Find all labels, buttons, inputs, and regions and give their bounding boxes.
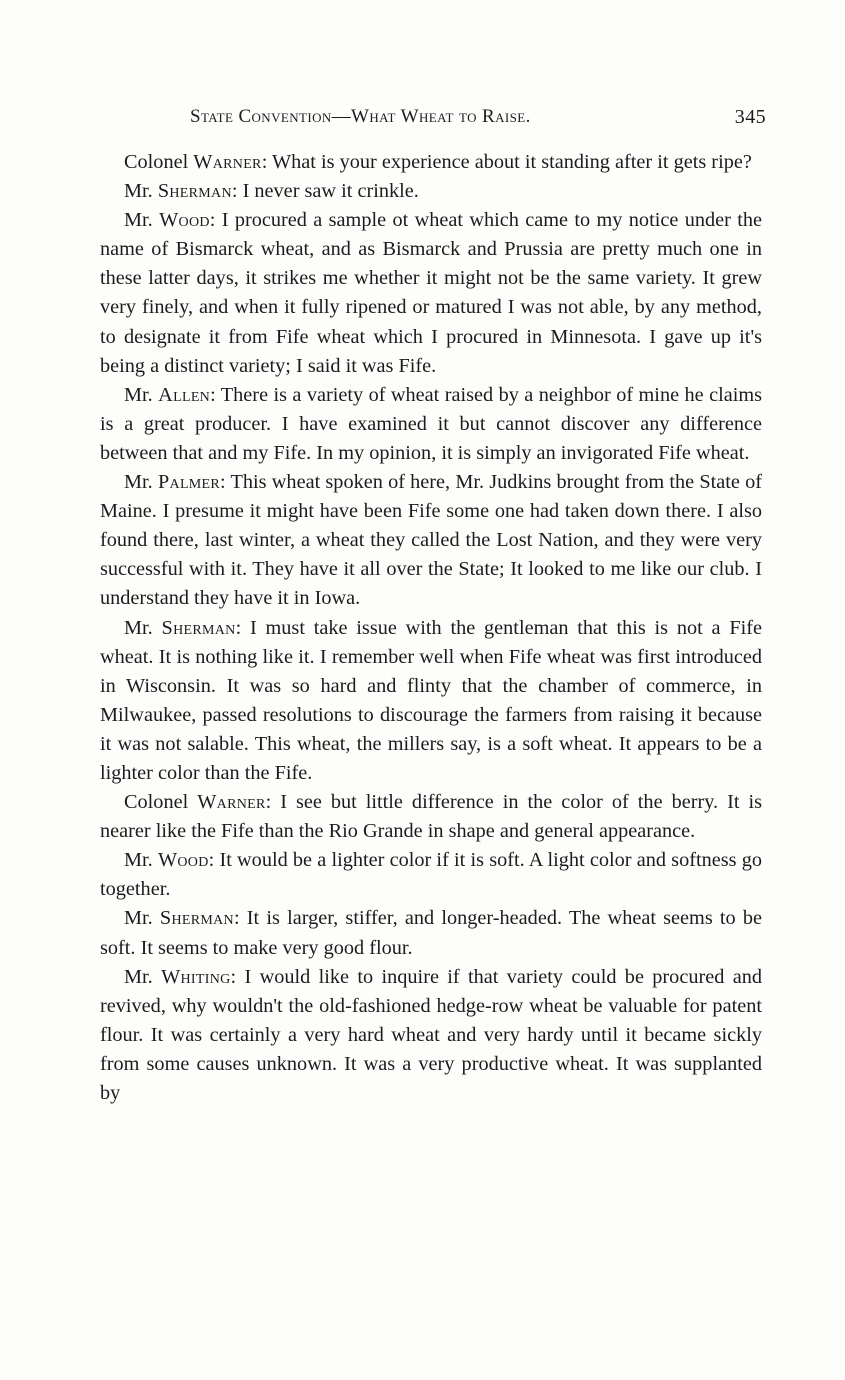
page-header xyxy=(190,106,766,134)
speaker-name: Warner xyxy=(197,791,266,814)
paragraph-text: : I would like to inquire if that variety could be procured and revived, why wouldn't the old-fashioned hedge-row wheat be valuable for patent flour. It was certainly a very hard wheat and very hardy until it became sickly from some causes unknown. It was a very productive wheat. It was supplanted by xyxy=(100,965,762,1104)
paragraph xyxy=(100,381,762,468)
speaker-title: Mr. xyxy=(124,907,160,930)
speaker-name: Wood xyxy=(157,849,209,872)
speaker-name: Sherman xyxy=(161,616,236,639)
speaker-name: Whiting xyxy=(161,965,231,988)
paragraph-text: : I see but little difference in the color of the berry. It is nearer like the Fife than the Rio Grande in shape and general appearance. xyxy=(100,791,762,843)
page-number: 345 xyxy=(734,106,766,128)
paragraph xyxy=(100,468,762,613)
paragraph-text: : It is larger, stiffer, and longer-headed. The wheat seems to be soft. It seems to make very good flour. xyxy=(100,907,762,959)
speaker-title: Mr. xyxy=(124,965,162,988)
speaker-title: Mr. xyxy=(124,471,158,494)
paragraph-text: : This wheat spoken of here, Mr. Judkins brought from the State of Maine. I presume it might have been Fife some one had taken down there. I also found there, last winter, a wheat they called the Lost Nation, and they were very successful with it. They have it all over the State; It looked to me like our club. I understand they have it in Iowa. xyxy=(100,471,763,610)
paragraph xyxy=(100,963,762,1108)
paragraph-text: : There is a variety of wheat raised by a neighbor of mine he claims is a great producer. I have examined it but cannot discover any difference between that and my Fife. In my opinion, it is simply an invigorated Fife wheat. xyxy=(100,383,763,464)
paragraph xyxy=(100,846,762,904)
paragraph-text: : I must take issue with the gentleman that this is not a Fife wheat. It is nothing like it. I remember well when Fife wheat was first introduced in Wisconsin. It was so hard and flinty that the chamber of commerce, in Milwaukee, passed resolutions to discourage the farmers from raising it because it was not salable. This wheat, the millers say, is a soft wheat. It appears to be a lighter color than the Fife. xyxy=(100,616,762,784)
speaker-name: Palmer xyxy=(157,471,221,494)
speaker-name: Warner xyxy=(193,151,262,173)
speaker-name: Wood xyxy=(159,209,210,232)
paragraph-text: : What is your experience about it standing after it gets ripe? xyxy=(261,151,752,173)
body-text xyxy=(100,148,762,1108)
paragraph xyxy=(100,148,762,177)
paragraph xyxy=(100,904,762,962)
paragraph xyxy=(100,788,762,846)
paragraph xyxy=(100,177,762,206)
speaker-name: Allen xyxy=(158,383,211,406)
speaker-title: Mr. xyxy=(124,180,158,203)
speaker-title: Mr. xyxy=(124,849,158,872)
speaker-title: Mr. xyxy=(124,616,162,639)
paragraph xyxy=(100,206,762,381)
paragraph-text: : It would be a lighter color if it is soft. A light color and softness go together. xyxy=(100,849,763,901)
running-head: State Convention—What Wheat to Raise. xyxy=(190,106,531,127)
speaker-title: Colonel xyxy=(124,791,198,814)
paragraph-text: : I never saw it crinkle. xyxy=(231,180,419,203)
speaker-title: Mr. xyxy=(124,209,160,232)
paragraph xyxy=(100,614,762,789)
paragraph-text: : I procured a sample ot wheat which came to my notice under the name of Bismarck wheat, and as Bismarck and Prussia are pretty much one in these latter days, it strikes me whether it might not be the same variety. It grew very finely, and when it fully ripened or matured I was not able, by any method, to designate it from Fife wheat which I procured in Minnesota. I gave up it's being a distinct variety; I said it was Fife. xyxy=(100,209,762,377)
speaker-name: Sherman xyxy=(157,180,232,203)
speaker-name: Sherman xyxy=(159,907,234,930)
speaker-title: Mr. xyxy=(124,383,159,406)
speaker-title: Colonel xyxy=(124,151,194,173)
